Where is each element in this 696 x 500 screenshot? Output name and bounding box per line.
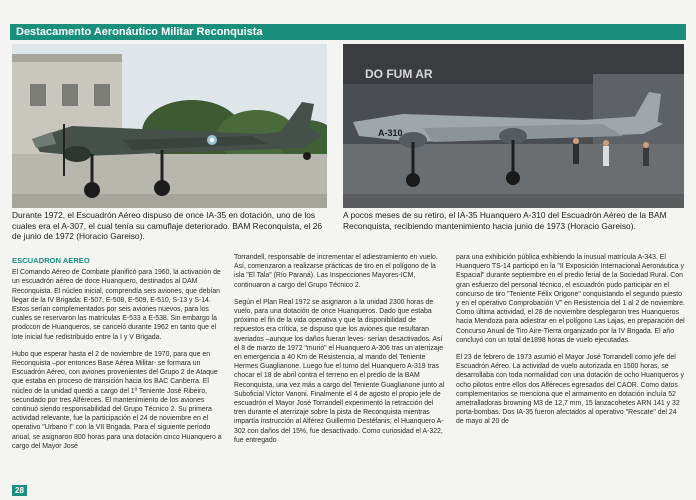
caption-right: A pocos meses de su retiro, el IA-35 Huanquero A-310 del Escuadrón Aéreo de la BAM Reconquista, recibiendo mantenimiento hacia junio de 1973 (Horacio Gareiso). — [343, 210, 667, 231]
top-margin — [0, 0, 696, 22]
photo-ia35-a307-image — [12, 44, 327, 208]
paragraph: El 23 de febrero de 1973 asumió el Mayor José Torrandell como jefe del Escuadrón Aéreo. La actividad de vuelo autorizada en 1500 horas, se desarrollaba con toda normalidad con una dotación de ocho Huanqueros y ocho pilotos entre ellos dos Alféreces egresados del CAOR. Como datos complementarios se menciona que el armamento en dotación incluía 52 ametralladoras browning M3 de 12,7 mm, 15 lanzacohetes ARN 141 y 32 porta-bombas. Dos IA-35 fueron afectados al operativo "Rescate" del 24 de mayo al 20 de — [456, 354, 684, 426]
paragraph: Hubo que esperar hasta el 2 de noviembre de 1970, para que en Reconquista –por entonces Base Aérea Militar- se formara un Escuadrón Aéreo, con aviones provenientes del Grupo 2 de Ataque que estaba en proceso de transición hacia los BAC Canberra. El núcleo de la unidad quedó a cargo del 1º Teniente José Ribeiro, secundado por tres Alféreces. El mantenimiento de los aviones continuó siendo responsabilidad del Grupo Técnico 2. Su primera actividad relevante, fue la participación el 24 de noviembre en el operativo "Urbano I" con la VII Brigada. Para el siguiente período anual, se asignaron 800 horas para una dotación cinco Huanquero a cargo del Mayor José — [12, 350, 222, 450]
photo-ia35-a307 — [12, 44, 327, 208]
paragraph: Según el Plan Real 1972 se asignaron a la unidad 2300 horas de vuelo, para una dotación de once Huanqueros. Dado que estaba próximo el fin de la vida operativa y que la disponibilidad de repuestos era crítica, se dispuso que los aviones que resultaran averiados –aunque los daños fueran leves- serían desactivados. Así el 8 de marzo de 1972 "murió" el Huanquero A-306 tras un aterrizaje en emergencia a 40 Km de Resistencia, al mando del Teniente Hermes Guaglianone. Luego fue el turno del Huanquero A-319 tras chocar el 18 de abril contra el terreno en el predio de la BAM Reconquista, una vez más a cargo del Teniente Guaglianone junto al Suboficial Víctor Vanoni. Finalmente el 4 de agosto el propio jefe de escuadrón el Mayor José Torrandell experimentó la retracción del tren durante el aterrizaje sobre la pista de Reconquista mientras impartía instrucción al Alférez Guillermo Destéfanis; el Huanquero A-302 con daños del 15%, fue desactivado. Como curiosidad el A-322, fue entregado — [234, 298, 445, 444]
page-number: 28 — [12, 485, 27, 496]
text-column-2 — [234, 253, 446, 453]
section-header — [10, 24, 686, 40]
photo-ia35-a310-image — [343, 44, 684, 208]
section-header-title: Destacamento Aeronáutico Militar Reconquista — [16, 26, 263, 38]
tail-code: A-310 — [378, 128, 403, 138]
text-column-1 — [12, 256, 224, 459]
paragraph: para una exhibición pública exhibiendo la inusual matrícula A-343. El Huanquero TS-14 participó en la "II Exposición Internacional Aeronáutica y Espacial" durante septiembre en el predio ferial de la Sociedad Rural. Con gran esfuerzo del personal técnico, el escuadrón pudo participar en el concurso de tiro "Teniente Félix Origone" conquistando el segundo puesto y en el operativo Comprobación V" en Resistencia del 1 al 2 de noviembre. Como última actividad, el 28 de noviembre desplegaron tres Huanqueros hacia Mendoza para adiestrar en el polígono Las Lajas, en preparación del Concurso Anual de Tiro Aire-Tierra organizado por la IV Brigada. El año concluyó con un total de1898 horas de vuelo ejecutadas. — [456, 254, 685, 344]
paragraph: El Comando Aéreo de Combate planificó para 1960, la activación de un escuadrón aéreo de doce Huanquero, destinados al DAM Reconquista. El núcleo inicial, comprendía seis aviones, que debían llegar de la IV Brigada: E-507, E-508, E-509, E-510, S-13 y S-14. Estos serían complementados por seis aviones nuevos, para los cuales se reservaron las matrículas E-533 a E-538. Sin embargo la prodccon de Huanqueros, se canceló durante 1962 en tanto que el lote inicial fue redistribuido entre la I y V Brigada. — [12, 269, 221, 341]
paragraph: Torrandell, responsable de incrementar el adiestramiento en vuelo. Así, comenzaron a realizarse prácticas de tiro en el polígono de la isla "El Tala" (Río Paraná). Las Inspecciones Mayores-ICM, continuaron a cargo del Grupo Técnico 2. — [234, 254, 438, 289]
caption-left: Durante 1972, el Escuadrón Aéreo dispuso de once IA-35 en dotación, uno de los cuales era el A-307, el cual tenía su camuflaje deteriorado. BAM Reconquista, el 26 de junio de 1972 (Horacio Gareiso). — [12, 210, 323, 242]
text-column-3 — [456, 253, 686, 435]
photo-ia35-a310 — [343, 44, 684, 208]
section-title-escuadron: ESCUADRON AEREO — [12, 256, 90, 265]
hangar-sign: DO FUM AR — [365, 67, 433, 81]
